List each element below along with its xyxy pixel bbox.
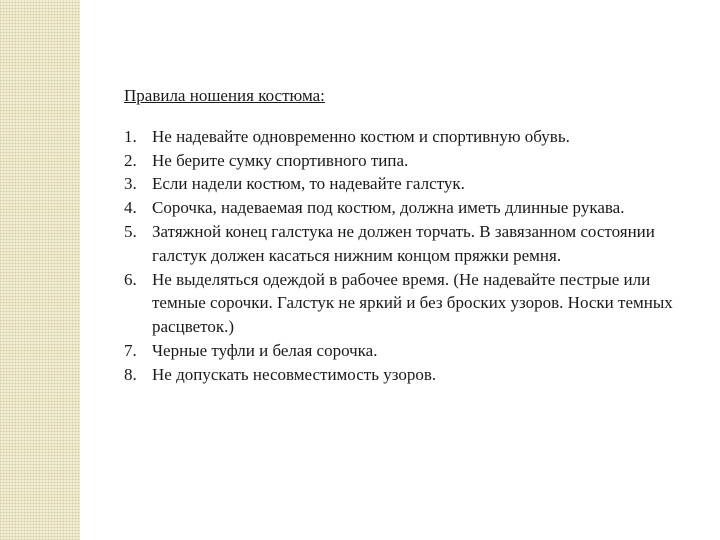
list-item xyxy=(124,196,694,220)
list-item-text: Не надевайте одновременно костюм и спортивную обувь. xyxy=(152,126,570,146)
list-item xyxy=(124,220,694,268)
list-item-number: 3. xyxy=(124,174,137,194)
decorative-side-band xyxy=(0,0,80,540)
list-item-text: Затяжной конец галстука не должен торчать. В завязанном состоянии галстук должен касаться нижним концом пряжки ремня. xyxy=(152,221,655,265)
slide-content xyxy=(124,84,694,387)
rules-list xyxy=(124,125,694,387)
list-item-number: 8. xyxy=(124,364,137,384)
list-item-text: Черные туфли и белая сорочка. xyxy=(152,340,378,360)
list-item-text: Не допускать несовместимость узоров. xyxy=(152,364,437,384)
list-item-text: Не выделяться одеждой в рабочее время. (Не надевайте пестрые или темные сорочки. Галстук не яркий и без броских узоров. Носки темных расцветок.) xyxy=(152,269,673,337)
list-item-number: 7. xyxy=(124,340,137,360)
list-item-text: Не берите сумку спортивного типа. xyxy=(152,150,409,170)
list-item xyxy=(124,125,694,149)
list-item xyxy=(124,363,694,387)
list-item-number: 1. xyxy=(124,126,137,146)
list-item-text: Если надели костюм, то надевайте галстук. xyxy=(152,174,465,194)
list-item-number: 5. xyxy=(124,221,137,241)
list-item-text: Сорочка, надеваемая под костюм, должна иметь длинные рукава. xyxy=(152,198,625,218)
list-item-number: 4. xyxy=(124,198,137,218)
list-item xyxy=(124,268,694,339)
list-item xyxy=(124,149,694,173)
list-item xyxy=(124,339,694,363)
list-item-number: 6. xyxy=(124,269,137,289)
list-item-number: 2. xyxy=(124,150,137,170)
list-item xyxy=(124,172,694,196)
page-title: Правила ношения костюма: xyxy=(124,86,325,105)
